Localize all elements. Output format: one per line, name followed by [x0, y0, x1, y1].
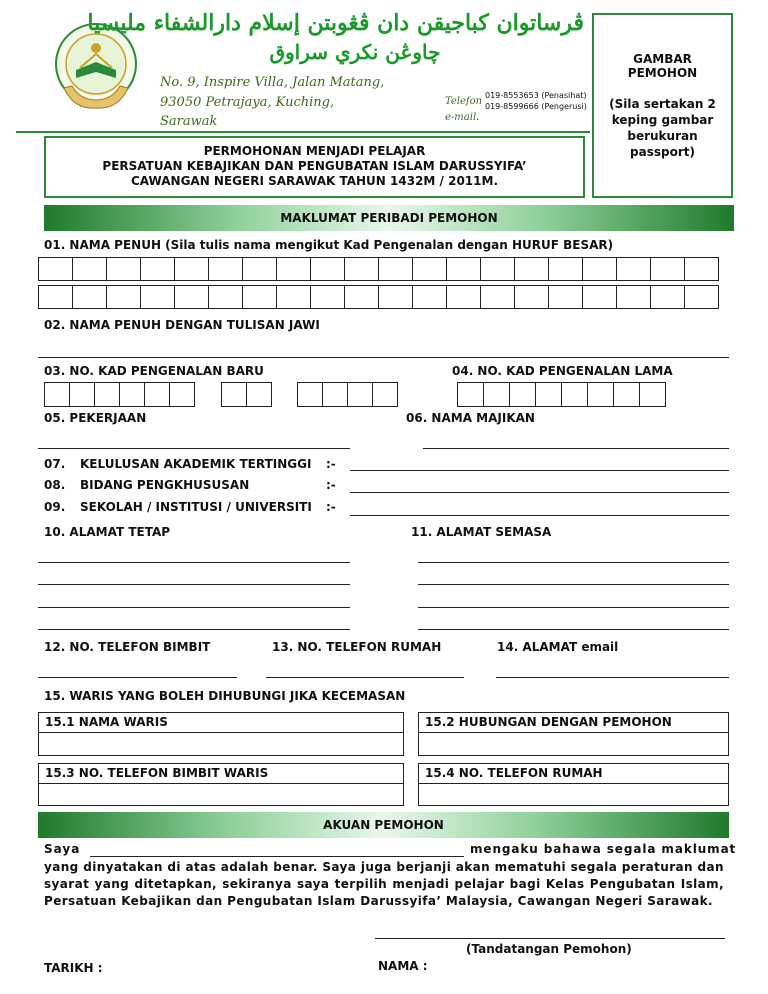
heir-name-box[interactable]: [38, 712, 404, 756]
new-ic-part-1[interactable]: [45, 382, 195, 407]
signature-line[interactable]: [375, 938, 725, 939]
new-ic-part-2[interactable]: [222, 382, 272, 407]
address-line-1: No. 9, Inspire Villa, Jalan Matang,: [160, 75, 385, 90]
form-title: [44, 136, 585, 198]
home-phone-line[interactable]: [266, 677, 464, 678]
colon-08: :-: [326, 478, 336, 492]
current-address-line-2[interactable]: [418, 584, 729, 585]
specialization-line[interactable]: [350, 492, 729, 493]
address-line-2: 93050 Petrajaya, Kuching,: [160, 95, 335, 110]
label-jawi-name: 02. NAMA PENUH DENGAN TULISAN JAWI: [44, 318, 320, 332]
email-value: .: [476, 112, 480, 123]
phone-pengerusi: 019-8599666 (Pengerusi): [485, 102, 587, 111]
label-relationship: 15.2 HUBUNGAN DENGAN PEMOHON: [419, 713, 728, 733]
heir-mobile-box[interactable]: [38, 763, 404, 806]
label-heir-name: 15.1 NAMA WARIS: [39, 713, 403, 733]
name-label: NAMA :: [378, 959, 428, 973]
title-line-1: PERMOHONAN MENJADI PELAJAR: [203, 144, 426, 158]
declaration-saya: Saya: [44, 842, 81, 856]
label-heir-mobile: 15.3 NO. TELEFON BIMBIT WARIS: [39, 764, 403, 784]
label-permanent-address: 10. ALAMAT TETAP: [44, 525, 171, 539]
section-header-personal: MAKLUMAT PERIBADI PEMOHON: [44, 205, 734, 231]
permanent-address-line-3[interactable]: [38, 607, 350, 608]
header-divider: [16, 131, 590, 133]
label-institution: SEKOLAH / INSTITUSI / UNIVERSITI: [80, 500, 312, 514]
label-qualification: KELULUSAN AKADEMIK TERTINGGI: [80, 457, 312, 471]
label-08-num: 08.: [44, 478, 66, 492]
label-home-phone: 13. NO. TELEFON RUMAH: [272, 640, 442, 654]
label-specialization: BIDANG PENGKHUSUSAN: [80, 478, 250, 492]
address-line-3: Sarawak: [160, 114, 218, 129]
jawi-name-line[interactable]: [38, 357, 729, 358]
label-09-num: 09.: [44, 500, 66, 514]
colon-09: :-: [326, 500, 336, 514]
label-new-ic: 03. NO. KAD PENGENALAN BARU: [44, 364, 264, 378]
signature-label: (Tandatangan Pemohon): [466, 942, 632, 956]
colon-07: :-: [326, 457, 336, 471]
mobile-line[interactable]: [38, 677, 237, 678]
phone-penasihat: 019-8553653 (Penasihat): [485, 91, 587, 100]
permanent-address-line-1[interactable]: [38, 562, 350, 563]
label-full-name: 01. NAMA PENUH (Sila tulis nama mengikut Kad Pengenalan dengan HURUF BESAR): [44, 238, 614, 252]
title-line-2: PERSATUAN KEBAJIKAN DAN PENGUBATAN ISLAM DARUSSYIFA’: [102, 159, 527, 173]
label-occupation: 05. PEKERJAAN: [44, 411, 147, 425]
declaration-body: yang dinyatakan di atas adalah benar. Saya juga berjanji akan mematuhi segala peraturan dan syarat yang ditetapkan, sekiranya saya terpilih menjadi pelajar bagi Kelas Pengubatan Islam, Persatuan Kebajikan dan Pengubatan Islam Darussyifa’ Malaysia, Cawangan Negeri Sarawak.: [44, 860, 724, 908]
arabic-org-name: ڤرساتوان كباجيقن دان ڤڠوبتن إسلام دارالشفاء مليسيا: [87, 10, 584, 36]
full-name-row-2[interactable]: [39, 285, 719, 309]
label-email: 14. ALAMAT email: [497, 640, 619, 654]
current-address-line-3[interactable]: [418, 607, 729, 608]
photo-box[interactable]: [592, 13, 733, 198]
new-ic-part-3[interactable]: [298, 382, 398, 407]
heir-home-phone-box[interactable]: [418, 763, 729, 806]
current-address-line-1[interactable]: [418, 562, 729, 563]
photo-label-1: GAMBAR: [633, 52, 692, 66]
relationship-box[interactable]: [418, 712, 729, 756]
current-address-line-4[interactable]: [418, 629, 729, 630]
full-name-row-1[interactable]: [39, 257, 719, 281]
permanent-address-line-2[interactable]: [38, 584, 350, 585]
label-employer: 06. NAMA MAJIKAN: [406, 411, 535, 425]
label-07-num: 07.: [44, 457, 66, 471]
label-old-ic: 04. NO. KAD PENGENALAN LAMA: [452, 364, 673, 378]
photo-label-2: PEMOHON: [627, 66, 698, 80]
label-mobile: 12. NO. TELEFON BIMBIT: [44, 640, 211, 654]
permanent-address-line-4[interactable]: [38, 629, 350, 630]
date-label: TARIKH :: [44, 961, 103, 975]
photo-note: (Sila sertakan 2 keping gambar berukuran passport): [609, 97, 716, 159]
declaration-name-line[interactable]: [90, 856, 464, 857]
contact-label-email: e-mail: [445, 112, 477, 123]
label-current-address: 11. ALAMAT SEMASA: [411, 525, 552, 539]
label-heir-home-phone: 15.4 NO. TELEFON RUMAH: [419, 764, 728, 784]
old-ic-boxes[interactable]: [458, 382, 666, 407]
occupation-line[interactable]: [38, 448, 350, 449]
institution-line[interactable]: [350, 515, 729, 516]
email-line[interactable]: [496, 677, 729, 678]
employer-line[interactable]: [423, 448, 729, 449]
declaration-rest1: mengaku bahawa segala maklumat: [470, 842, 737, 856]
contact-label-tel: Telefon: [445, 96, 483, 107]
arabic-branch-name: چاوڠن نكري سراوق: [269, 40, 441, 64]
qualification-line[interactable]: [350, 470, 729, 471]
section-header-declaration: AKUAN PEMOHON: [38, 812, 729, 838]
label-emergency: 15. WARIS YANG BOLEH DIHUBUNGI JIKA KECEMASAN: [44, 689, 406, 703]
title-line-3: CAWANGAN NEGERI SARAWAK TAHUN 1432M / 2011M.: [130, 174, 498, 188]
